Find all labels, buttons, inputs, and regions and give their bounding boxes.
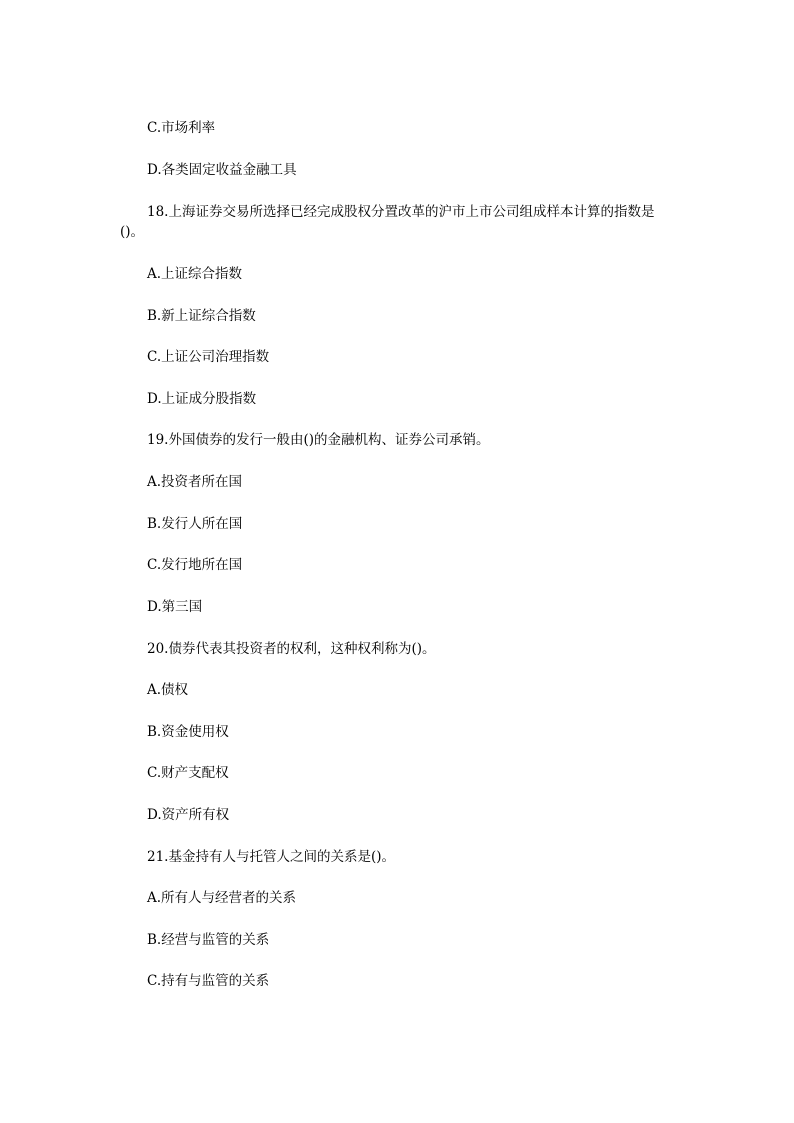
option-18-b: B.新上证综合指数 [147,308,256,324]
question-21: 21.基金持有人与托管人之间的关系是()。 [147,849,396,865]
option-19-b: B.发行人所在国 [147,516,243,532]
option-20-a: A.债权 [147,682,189,698]
question-20: 20.债券代表其投资者的权利，这种权利称为()。 [147,641,436,657]
question-19: 19.外国债券的发行一般由()的金融机构、证券公司承销。 [147,432,490,448]
option-18-a: A.上证综合指数 [147,266,243,282]
option-20-d: D.资产所有权 [147,807,230,823]
option-21-a: A.所有人与经营者的关系 [147,890,297,906]
question-18: 18.上海证券交易所选择已经完成股权分置改革的沪市上市公司组成样本计算的指数是 [147,204,655,220]
option-17-d: D.各类固定收益金融工具 [147,162,297,178]
option-20-c: C.财产支配权 [147,765,229,781]
option-18-c: C.上证公司治理指数 [147,349,270,365]
question-18-continuation: ()。 [120,224,145,240]
option-19-a: A.投资者所在国 [147,474,243,490]
option-21-c: C.持有与监管的关系 [147,973,270,989]
option-18-d: D.上证成分股指数 [147,391,257,407]
option-17-c: C.市场利率 [147,120,216,136]
option-21-b: B.经营与监管的关系 [147,932,270,948]
option-20-b: B.资金使用权 [147,724,229,740]
option-19-d: D.第三国 [147,599,203,615]
option-19-c: C.发行地所在国 [147,557,243,573]
